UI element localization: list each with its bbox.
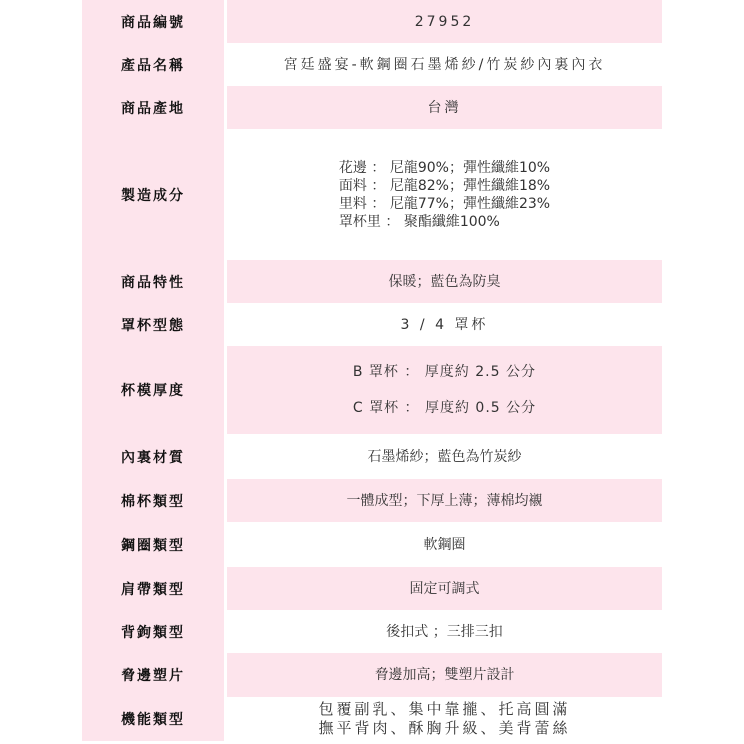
spec-row-strap (82, 567, 662, 610)
spec-value-line: C 罩杯 ： 厚度約 0.5 公分 (352, 400, 537, 416)
spec-value (227, 303, 662, 346)
spec-value-line: 固定可調式 (409, 580, 480, 597)
spec-value (227, 653, 662, 697)
spec-label: 商品特性 (82, 260, 227, 303)
spec-value-line: 保暖；藍色為防臭 (388, 273, 501, 290)
spec-value (227, 260, 662, 303)
composition-list (339, 159, 550, 231)
spec-row-origin (82, 86, 662, 129)
spec-row-cup-thickness (82, 346, 662, 434)
spec-value (227, 43, 662, 86)
spec-value (227, 567, 662, 610)
spec-row-features (82, 260, 662, 303)
spec-label: 罩杯型態 (82, 303, 227, 346)
spec-value-line: 宮廷盛宴-軟鋼圈石墨烯紗/竹炭紗內裏內衣 (283, 56, 606, 73)
spec-value (227, 0, 662, 43)
spec-label: 商品產地 (82, 86, 227, 129)
spec-value-line: 面料 ： 尼龍82%；彈性纖維18% (338, 177, 551, 194)
spec-value (227, 434, 662, 479)
spec-value (227, 86, 662, 129)
spec-value-line: 軟鋼圈 (423, 536, 466, 553)
spec-value-line: 3 / 4 罩杯 (400, 316, 489, 333)
spec-row-pad-type (82, 479, 662, 522)
spec-row-underwire (82, 522, 662, 567)
spec-label: 肩帶類型 (82, 567, 227, 610)
spec-value-line: 花邊 ： 尼龍90%；彈性纖維10% (338, 159, 551, 176)
spec-label: 內裏材質 (82, 434, 227, 479)
spec-row-lining (82, 434, 662, 479)
thickness-list (353, 363, 536, 417)
spec-row-product-id (82, 0, 662, 43)
spec-row-functions (82, 697, 662, 741)
spec-value-line: 撫平背肉、酥胸升級、美背蕾絲 (318, 719, 571, 737)
spec-value-line: 27952 (414, 13, 475, 30)
spec-label: 機能類型 (82, 697, 227, 741)
spec-value (227, 610, 662, 653)
spec-value-line: 包覆副乳、集中靠攏、托高圓滿 (318, 700, 571, 718)
spec-value-line: 一體成型；下厚上薄；薄棉均襯 (346, 492, 543, 509)
spec-row-cup-style (82, 303, 662, 346)
spec-value-line: 石墨烯紗；藍色為竹炭紗 (367, 448, 522, 465)
spec-value (227, 522, 662, 567)
spec-value-line: 里料 ： 尼龍77%；彈性纖維23% (338, 195, 551, 212)
spec-label: 製造成分 (82, 129, 227, 260)
spec-value-line: 罩杯里 ： 聚酯纖維100% (338, 213, 500, 230)
spec-value (227, 346, 662, 434)
spec-label: 產品名稱 (82, 43, 227, 86)
product-spec-table (82, 0, 662, 741)
spec-label: 商品編號 (82, 0, 227, 43)
spec-value-line: 台灣 (427, 99, 462, 116)
spec-value-line: 後扣式 ；三排三扣 (386, 623, 503, 640)
spec-value (227, 479, 662, 522)
spec-label: 棉杯類型 (82, 479, 227, 522)
spec-label: 鋼圈類型 (82, 522, 227, 567)
spec-label: 脅邊塑片 (82, 653, 227, 697)
spec-value (227, 129, 662, 260)
spec-row-product-name (82, 43, 662, 86)
spec-row-side-boning (82, 653, 662, 697)
spec-value-line: 脅邊加高；雙塑片設計 (374, 667, 515, 683)
spec-label: 背鉤類型 (82, 610, 227, 653)
spec-label: 杯模厚度 (82, 346, 227, 434)
spec-row-composition (82, 129, 662, 260)
spec-row-back-hook (82, 610, 662, 653)
spec-value-line: B 罩杯 ： 厚度約 2.5 公分 (352, 364, 536, 380)
spec-value (227, 697, 662, 741)
